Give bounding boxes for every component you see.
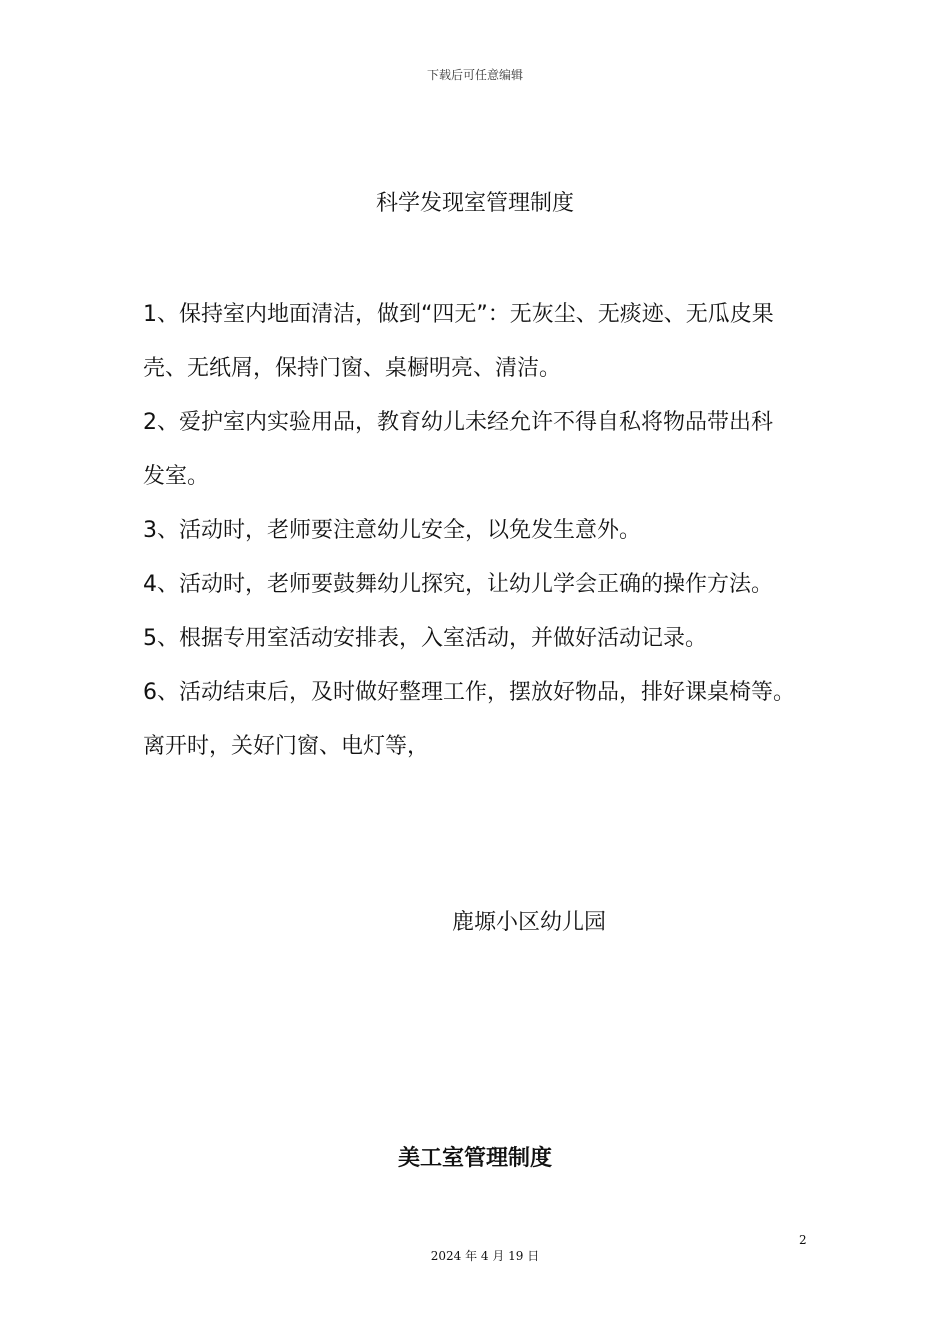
rule-line: 5、根据专用室活动安排表，入室活动，并做好活动记录。 (143, 626, 707, 651)
document-title: 科学发现室管理制度 (375, 191, 574, 216)
rule-line: 2、爱护室内实验用品，教育幼儿未经允许不得自私将物品带出科 (143, 410, 773, 435)
rule-line: 离开时，关好门窗、电灯等， (143, 734, 430, 759)
page-header-note: 下载后可任意编辑 (426, 68, 523, 82)
rule-line: 发室。 (143, 464, 210, 489)
rule-line: 3、活动时，老师要注意幼儿安全，以免发生意外。 (143, 518, 641, 543)
rule-line: 壳、无纸屑，保持门窗、桌橱明亮、清洁。 (143, 356, 562, 381)
rule-line: 6、活动结束后，及时做好整理工作，摆放好物品，排好课桌椅等。 (143, 680, 795, 705)
footer-date: 2024 年 4 月 19 日 (430, 1249, 540, 1263)
rule-line: 4、活动时，老师要鼓舞幼儿探究，让幼儿学会正确的操作方法。 (143, 572, 773, 597)
second-document-title: 美工室管理制度 (397, 1146, 552, 1171)
page-number: 2 (799, 1233, 807, 1247)
signature-organization: 鹿塬小区幼儿园 (452, 910, 607, 935)
rules-body (143, 288, 843, 774)
rule-line: 1、保持室内地面清洁，做到“四无”：无灰尘、无痰迹、无瓜皮果 (143, 302, 774, 327)
